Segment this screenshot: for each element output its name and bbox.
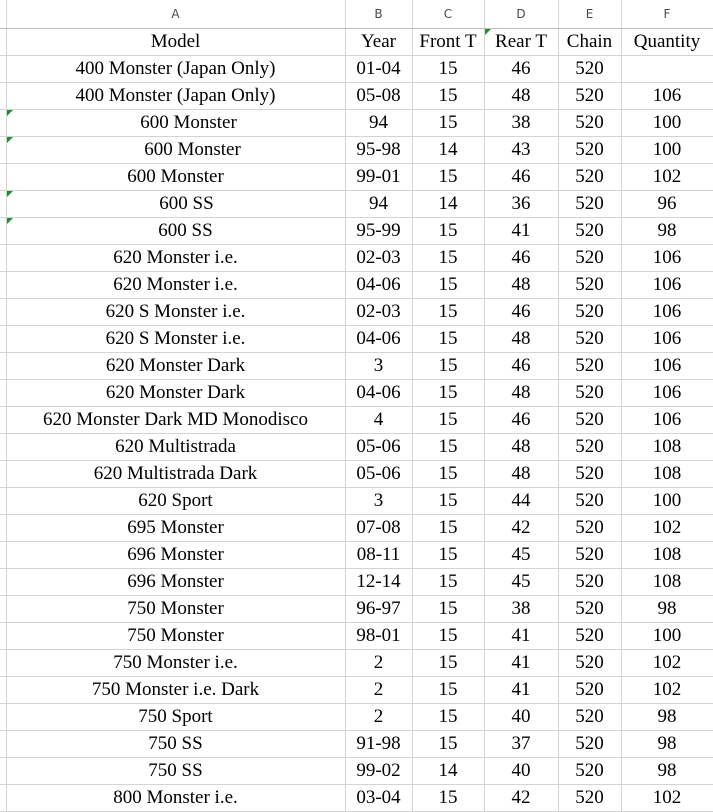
cell-front-t[interactable]: 15 — [412, 217, 484, 244]
cell-rear-t[interactable]: 48 — [484, 433, 558, 460]
cell-quantity[interactable]: 106 — [621, 406, 713, 433]
cell-chain[interactable]: 520 — [558, 325, 621, 352]
table-row — [0, 271, 713, 298]
cell-year[interactable]: 99-02 — [345, 757, 412, 784]
cell-rear-t[interactable]: 45 — [484, 541, 558, 568]
cell-front-t[interactable]: 15 — [412, 433, 484, 460]
cell-rear-t[interactable]: 48 — [484, 271, 558, 298]
table-row — [0, 514, 713, 541]
cell-rear-t[interactable]: 40 — [484, 757, 558, 784]
cell-chain[interactable]: 520 — [558, 352, 621, 379]
cell-year[interactable]: 94 — [345, 190, 412, 217]
cell-year[interactable]: 01-04 — [345, 55, 412, 82]
cell-rear-t[interactable]: 41 — [484, 217, 558, 244]
cell-rear-t[interactable]: 43 — [484, 136, 558, 163]
cell-chain[interactable]: 520 — [558, 784, 621, 811]
column-header-a[interactable]: A — [6, 0, 345, 28]
cell-quantity[interactable]: 102 — [621, 649, 713, 676]
cell-quantity[interactable]: 100 — [621, 622, 713, 649]
cell-year[interactable]: 3 — [345, 352, 412, 379]
cell-model[interactable]: 600 Monster — [6, 136, 345, 163]
table-row — [0, 649, 713, 676]
table-row — [0, 595, 713, 622]
cell-front-t[interactable]: 15 — [412, 55, 484, 82]
table-row — [0, 541, 713, 568]
cell-rear-t[interactable]: 44 — [484, 487, 558, 514]
cell-quantity[interactable]: 106 — [621, 352, 713, 379]
cell-year[interactable]: 94 — [345, 109, 412, 136]
cell-rear-t[interactable]: 46 — [484, 244, 558, 271]
cell-chain[interactable]: 520 — [558, 703, 621, 730]
table-row — [0, 433, 713, 460]
cell-model[interactable]: 750 SS — [6, 730, 345, 757]
cell-rear-t[interactable]: 38 — [484, 109, 558, 136]
cell-quantity[interactable]: 98 — [621, 217, 713, 244]
table-row — [0, 460, 713, 487]
cell-chain[interactable]: 520 — [558, 568, 621, 595]
cell-year[interactable]: 2 — [345, 676, 412, 703]
cell-chain[interactable]: 520 — [558, 271, 621, 298]
cell-quantity[interactable]: 102 — [621, 163, 713, 190]
cell-rear-t-header[interactable]: Rear T — [484, 28, 558, 55]
table-row — [0, 784, 713, 811]
cell-quantity[interactable]: 106 — [621, 325, 713, 352]
column-header-e[interactable]: E — [558, 0, 621, 28]
cell-year[interactable]: 02-03 — [345, 244, 412, 271]
cell-front-t[interactable]: 15 — [412, 163, 484, 190]
table-row — [0, 55, 713, 82]
cell-chain-header[interactable]: Chain — [558, 28, 621, 55]
cell-chain[interactable]: 520 — [558, 595, 621, 622]
cell-year[interactable]: 03-04 — [345, 784, 412, 811]
cell-front-t[interactable]: 15 — [412, 784, 484, 811]
cell-chain[interactable]: 520 — [558, 244, 621, 271]
cell-model[interactable]: 620 S Monster i.e. — [6, 325, 345, 352]
cell-year[interactable]: 2 — [345, 649, 412, 676]
cell-year[interactable]: 08-11 — [345, 541, 412, 568]
cell-model[interactable]: 620 S Monster i.e. — [6, 298, 345, 325]
cell-chain[interactable]: 520 — [558, 757, 621, 784]
cell-year-header[interactable]: Year — [345, 28, 412, 55]
cell-quantity[interactable]: 98 — [621, 730, 713, 757]
cell-year[interactable]: 4 — [345, 406, 412, 433]
table-row — [0, 352, 713, 379]
cell-quantity[interactable]: 108 — [621, 433, 713, 460]
cell-quantity[interactable]: 100 — [621, 487, 713, 514]
cell-model-header[interactable]: Model — [6, 28, 345, 55]
cell-year[interactable]: 95-98 — [345, 136, 412, 163]
table-row — [0, 676, 713, 703]
cell-chain[interactable]: 520 — [558, 433, 621, 460]
cell-model[interactable]: 750 Monster — [6, 595, 345, 622]
cell-front-t[interactable]: 15 — [412, 271, 484, 298]
table-row — [0, 190, 713, 217]
cell-quantity[interactable]: 102 — [621, 784, 713, 811]
cell-quantity[interactable]: 108 — [621, 541, 713, 568]
table-row — [0, 163, 713, 190]
cell-rear-t[interactable]: 42 — [484, 784, 558, 811]
cell-quantity[interactable]: 102 — [621, 514, 713, 541]
cell-front-t[interactable]: 15 — [412, 568, 484, 595]
column-header-c[interactable]: C — [412, 0, 484, 28]
cell-front-t[interactable]: 15 — [412, 298, 484, 325]
cell-model[interactable]: 600 SS — [6, 217, 345, 244]
table-row — [0, 217, 713, 244]
cell-front-t[interactable]: 15 — [412, 514, 484, 541]
cell-chain[interactable]: 520 — [558, 541, 621, 568]
cell-model[interactable]: 620 Multistrada — [6, 433, 345, 460]
cell-quantity-header[interactable]: Quantity — [621, 28, 713, 55]
cell-front-t[interactable]: 14 — [412, 757, 484, 784]
cell-rear-t[interactable]: 46 — [484, 55, 558, 82]
cell-chain[interactable]: 520 — [558, 82, 621, 109]
cell-rear-t[interactable]: 46 — [484, 298, 558, 325]
cell-model[interactable]: 620 Multistrada Dark — [6, 460, 345, 487]
table-row — [0, 82, 713, 109]
cell-model[interactable]: 620 Monster i.e. — [6, 244, 345, 271]
cell-quantity[interactable]: 106 — [621, 244, 713, 271]
cell-front-t[interactable]: 15 — [412, 352, 484, 379]
cell-year[interactable]: 3 — [345, 487, 412, 514]
cell-front-t[interactable]: 15 — [412, 460, 484, 487]
cell-chain[interactable]: 520 — [558, 730, 621, 757]
cell-rear-t[interactable]: 48 — [484, 325, 558, 352]
cell-model[interactable]: 620 Monster Dark MD Monodisco — [6, 406, 345, 433]
cell-chain[interactable]: 520 — [558, 622, 621, 649]
cell-year[interactable]: 02-03 — [345, 298, 412, 325]
cell-front-t[interactable]: 14 — [412, 136, 484, 163]
column-header-b[interactable]: B — [345, 0, 412, 28]
table-row — [0, 406, 713, 433]
cell-rear-t[interactable]: 46 — [484, 352, 558, 379]
cell-quantity[interactable]: 96 — [621, 190, 713, 217]
table-row — [0, 298, 713, 325]
cell-model[interactable]: 620 Monster Dark — [6, 379, 345, 406]
cell-year[interactable]: 05-06 — [345, 433, 412, 460]
cell-year[interactable]: 95-99 — [345, 217, 412, 244]
cell-rear-t[interactable]: 36 — [484, 190, 558, 217]
table-row — [0, 703, 713, 730]
cell-rear-t[interactable]: 46 — [484, 163, 558, 190]
cell-year[interactable]: 04-06 — [345, 271, 412, 298]
table-row — [0, 244, 713, 271]
cell-rear-t[interactable]: 38 — [484, 595, 558, 622]
cell-front-t[interactable]: 14 — [412, 190, 484, 217]
table-row — [0, 136, 713, 163]
cell-front-t[interactable]: 15 — [412, 406, 484, 433]
table-row — [0, 757, 713, 784]
cell-chain[interactable]: 520 — [558, 460, 621, 487]
cell-chain[interactable]: 520 — [558, 406, 621, 433]
cell-rear-t[interactable]: 42 — [484, 514, 558, 541]
column-header-f[interactable]: F — [621, 0, 713, 28]
cell-model[interactable]: 800 Monster i.e. — [6, 784, 345, 811]
cell-quantity[interactable]: 106 — [621, 298, 713, 325]
cell-chain[interactable]: 520 — [558, 163, 621, 190]
cell-year[interactable]: 12-14 — [345, 568, 412, 595]
cell-quantity[interactable]: 100 — [621, 109, 713, 136]
cell-front-t[interactable]: 15 — [412, 244, 484, 271]
cell-chain[interactable]: 520 — [558, 136, 621, 163]
cell-chain[interactable]: 520 — [558, 676, 621, 703]
table-row — [0, 379, 713, 406]
cell-model[interactable]: 750 SS — [6, 757, 345, 784]
cell-front-t[interactable]: 15 — [412, 622, 484, 649]
header-row — [0, 28, 713, 55]
cell-front-t[interactable]: 15 — [412, 595, 484, 622]
cell-chain[interactable]: 520 — [558, 298, 621, 325]
cell-year[interactable]: 05-08 — [345, 82, 412, 109]
cell-quantity[interactable]: 108 — [621, 460, 713, 487]
cell-front-t[interactable]: 15 — [412, 649, 484, 676]
cell-year[interactable]: 2 — [345, 703, 412, 730]
cell-chain[interactable]: 520 — [558, 190, 621, 217]
cell-front-t[interactable]: 15 — [412, 730, 484, 757]
cell-front-t[interactable]: 15 — [412, 82, 484, 109]
cell-model[interactable]: 400 Monster (Japan Only) — [6, 82, 345, 109]
cell-rear-t[interactable]: 45 — [484, 568, 558, 595]
cell-quantity[interactable]: 102 — [621, 676, 713, 703]
cell-year[interactable]: 05-06 — [345, 460, 412, 487]
cell-model[interactable]: 400 Monster (Japan Only) — [6, 55, 345, 82]
cell-model[interactable]: 600 Monster — [6, 163, 345, 190]
cell-model[interactable]: 696 Monster — [6, 541, 345, 568]
table-row — [0, 730, 713, 757]
cell-model[interactable]: 750 Monster i.e. — [6, 649, 345, 676]
column-header-row — [0, 0, 713, 28]
cell-year[interactable]: 07-08 — [345, 514, 412, 541]
cell-front-t[interactable]: 15 — [412, 703, 484, 730]
cell-rear-t[interactable]: 48 — [484, 460, 558, 487]
cell-quantity[interactable] — [621, 55, 713, 82]
table-row — [0, 622, 713, 649]
cell-quantity[interactable]: 98 — [621, 757, 713, 784]
cell-year[interactable]: 96-97 — [345, 595, 412, 622]
table-row — [0, 109, 713, 136]
cell-rear-t[interactable]: 41 — [484, 649, 558, 676]
cell-chain[interactable]: 520 — [558, 649, 621, 676]
cell-chain[interactable]: 520 — [558, 514, 621, 541]
cell-rear-t[interactable]: 46 — [484, 406, 558, 433]
cell-rear-t[interactable]: 40 — [484, 703, 558, 730]
cell-front-t-header[interactable]: Front T — [412, 28, 484, 55]
cell-front-t[interactable]: 15 — [412, 487, 484, 514]
cell-chain[interactable]: 520 — [558, 379, 621, 406]
cell-year[interactable]: 91-98 — [345, 730, 412, 757]
table-row — [0, 487, 713, 514]
cell-model[interactable]: 750 Monster i.e. Dark — [6, 676, 345, 703]
table-row — [0, 325, 713, 352]
cell-quantity[interactable]: 98 — [621, 595, 713, 622]
cell-chain[interactable]: 520 — [558, 487, 621, 514]
cell-chain[interactable]: 520 — [558, 55, 621, 82]
cell-rear-t[interactable]: 48 — [484, 379, 558, 406]
cell-quantity[interactable]: 108 — [621, 568, 713, 595]
cell-model[interactable]: 696 Monster — [6, 568, 345, 595]
cell-year[interactable]: 98-01 — [345, 622, 412, 649]
cell-model[interactable]: 695 Monster — [6, 514, 345, 541]
cell-model[interactable]: 620 Monster i.e. — [6, 271, 345, 298]
cell-front-t[interactable]: 15 — [412, 676, 484, 703]
cell-year[interactable]: 04-06 — [345, 325, 412, 352]
cell-model[interactable]: 750 Sport — [6, 703, 345, 730]
cell-year[interactable]: 99-01 — [345, 163, 412, 190]
cell-rear-t[interactable]: 41 — [484, 676, 558, 703]
cell-front-t[interactable]: 15 — [412, 109, 484, 136]
cell-model[interactable]: 750 Monster — [6, 622, 345, 649]
cell-model[interactable]: 620 Monster Dark — [6, 352, 345, 379]
cell-rear-t[interactable]: 37 — [484, 730, 558, 757]
cell-model[interactable]: 600 SS — [6, 190, 345, 217]
cell-front-t[interactable]: 15 — [412, 379, 484, 406]
cell-quantity[interactable]: 100 — [621, 136, 713, 163]
cell-rear-t[interactable]: 48 — [484, 82, 558, 109]
cell-quantity[interactable]: 106 — [621, 379, 713, 406]
cell-chain[interactable]: 520 — [558, 109, 621, 136]
cell-chain[interactable]: 520 — [558, 217, 621, 244]
cell-quantity[interactable]: 106 — [621, 82, 713, 109]
table-row — [0, 568, 713, 595]
cell-year[interactable]: 04-06 — [345, 379, 412, 406]
cell-quantity[interactable]: 106 — [621, 271, 713, 298]
cell-model[interactable]: 620 Sport — [6, 487, 345, 514]
column-header-d[interactable]: D — [484, 0, 558, 28]
cell-front-t[interactable]: 15 — [412, 541, 484, 568]
cell-quantity[interactable]: 98 — [621, 703, 713, 730]
cell-model[interactable]: 600 Monster — [6, 109, 345, 136]
cell-rear-t[interactable]: 41 — [484, 622, 558, 649]
cell-front-t[interactable]: 15 — [412, 325, 484, 352]
